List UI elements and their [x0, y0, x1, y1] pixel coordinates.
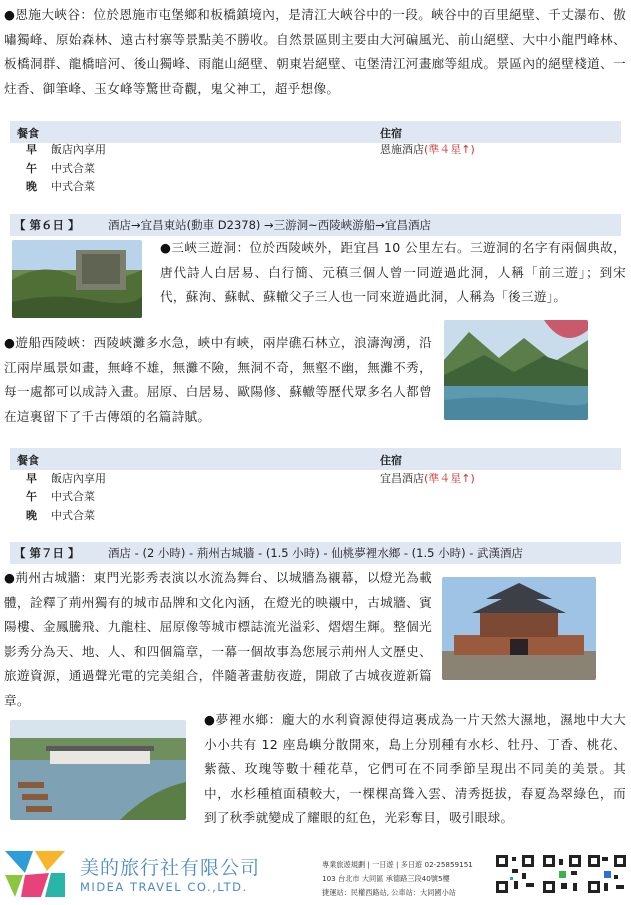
bullet-icon: ●	[160, 240, 172, 255]
company-logo	[3, 847, 67, 899]
day-7-route-bar	[10, 542, 621, 564]
day-7-route: 酒店 - (2 小時) - 荊州古城牆 - (1.5 小時) - 仙桃夢裡水鄉 - (1.5 小時) - 武漢酒店	[108, 546, 524, 560]
jingzhou-wall-image	[442, 577, 596, 680]
meal-table-header	[10, 448, 621, 470]
xiling-gorge-image	[444, 320, 588, 420]
hotel-header-label: 住宿	[380, 454, 402, 467]
company-name-english: MIDEA TRAVEL CO.,LTD.	[80, 880, 248, 894]
intro-text: 恩施大峽谷：位於恩施市屯堡鄉和板橋鎮境內，是清江大峽谷中的一段。峽谷中的百里絕壁、千丈瀑布、傲嘯獨峰、原始森林、遠古村寨等景點美不勝收。自然景區則主要由大河碥風光、前山絕壁、大中小龍門峰林、板橋洞群、龍橋暗河、後山獨峰、雨龍山絕壁、朝東岩絕壁、屯堡清江河畫廊等組成。景區內的絕壁棧道、一炷香、御筆峰、玉女峰等驚世奇觀，鬼父神工，超乎想像。	[4, 7, 626, 96]
qr-code-icon	[494, 853, 536, 895]
day-6-route: 酒店→宜昌東站(動車 D2378) →三游洞~西陵峽游船→宜昌酒店	[108, 218, 431, 232]
hotel-name: 宜昌酒店(準４星↑)	[380, 472, 475, 485]
sanyou-cave-image	[12, 240, 142, 318]
contact-services-phone: 專業旅遊規劃 | 一日遊 | 多日遊 02-25859151	[322, 860, 473, 869]
meal-header-label: 餐食	[17, 454, 39, 467]
bullet-icon: ●	[4, 570, 16, 585]
contact-transit: 捷運站：民權西路站, 公車站：大同國小站	[322, 888, 456, 897]
bullet-icon: ●	[204, 712, 216, 727]
hotel-star-rating: (準４星↑)	[424, 472, 475, 485]
hotel-star-rating: (準４星↑)	[424, 143, 475, 156]
qr-code-1[interactable]	[494, 853, 536, 895]
qr-code-3[interactable]	[586, 853, 628, 895]
company-name: 美的旅行社有限公司	[80, 857, 261, 879]
company-logo-icon	[3, 847, 67, 899]
intro-paragraph	[4, 3, 626, 101]
hotel-name: 恩施酒店(準４星↑)	[380, 143, 475, 156]
day-7-water-village-paragraph: ●夢裡水鄉：龐大的水利資源使得這裏成為一片天然大濕地，濕地中大大小小共有 12 座島嶼分散開來，島上分別種有水杉、牡丹、丁香、桃花、紫薇、玫瑰等數十種花草，它們可在不同季節呈現出不同美的美景。其中，水杉種植面積較大，一棵棵高聳入雲、清秀挺拔，春夏為翠綠色，而到了秋季就變成了耀眼的紅色，光彩奪目，吸引眼球。	[204, 712, 626, 825]
day-6-label: 【 第６日 】	[14, 218, 80, 232]
qr-code-2[interactable]	[541, 853, 583, 895]
sanyou-cave-photo	[12, 240, 142, 318]
qr-code-icon	[541, 853, 583, 895]
hotel-header-label: 住宿	[380, 127, 402, 140]
qr-code-icon	[586, 853, 628, 895]
day-6-sanyou-paragraph: ●三峽三遊洞：位於西陵峽外，距宜昌 10 公里左右。三遊洞的名字有兩個典故，唐代詩人白居易、白行簡、元稹三個人曾一同遊過此洞，人稱「前三遊」；到宋代，蘇洵、蘇軾、蘇轍父子三人也一同來遊過此洞，人稱為「後三遊」。	[160, 240, 626, 304]
water-village-image	[10, 720, 186, 820]
contact-address: 103 台北市 大同區 承德路三段40號5樓	[322, 874, 450, 883]
day-6-xiling-paragraph: ●遊船西陵峽：西陵峽灘多水急，峽中有峽，兩岸礁石林立，浪濤洶湧，沿江兩岸風景如畫，無峰不雄，無灘不險，無洞不奇，無壑不幽，無灘不秀，每一處都可以成詩入畫。屈原、白居易、歐陽修、蘇轍等歷代眾多名人都曾在這裏留下了千古傳頌的名篇詩賦。	[4, 335, 432, 424]
bullet-icon: ●	[4, 7, 16, 22]
xiling-gorge-photo	[444, 320, 588, 420]
meal-header-label: 餐食	[17, 127, 39, 140]
water-village-photo	[10, 720, 186, 820]
day-7-jingzhou-paragraph: ●荊州古城牆：東門光影秀表演以水流為舞台、以城牆為襯幕，以燈光為載體，詮釋了荊州獨有的城市品牌和文化內涵，在燈光的映襯中，古城牆、賓陽樓、金鳳騰飛、九龍柱、屈原像等城市標誌流光溢彩、熠熠生輝。整個光影秀分為天、地、人、和四個篇章，一幕一個故事為您展示荊州人文歷史、旅遊資源，通過聲光電的完美組合，伴隨著畫舫夜遊，開啟了古城夜遊新篇章。	[4, 570, 432, 708]
bullet-icon: ●	[4, 335, 16, 350]
jingzhou-wall-photo	[442, 577, 596, 680]
day-6-route-bar	[10, 214, 621, 236]
meal-table-header	[10, 121, 621, 143]
day-7-label: 【 第７日 】	[14, 546, 80, 560]
